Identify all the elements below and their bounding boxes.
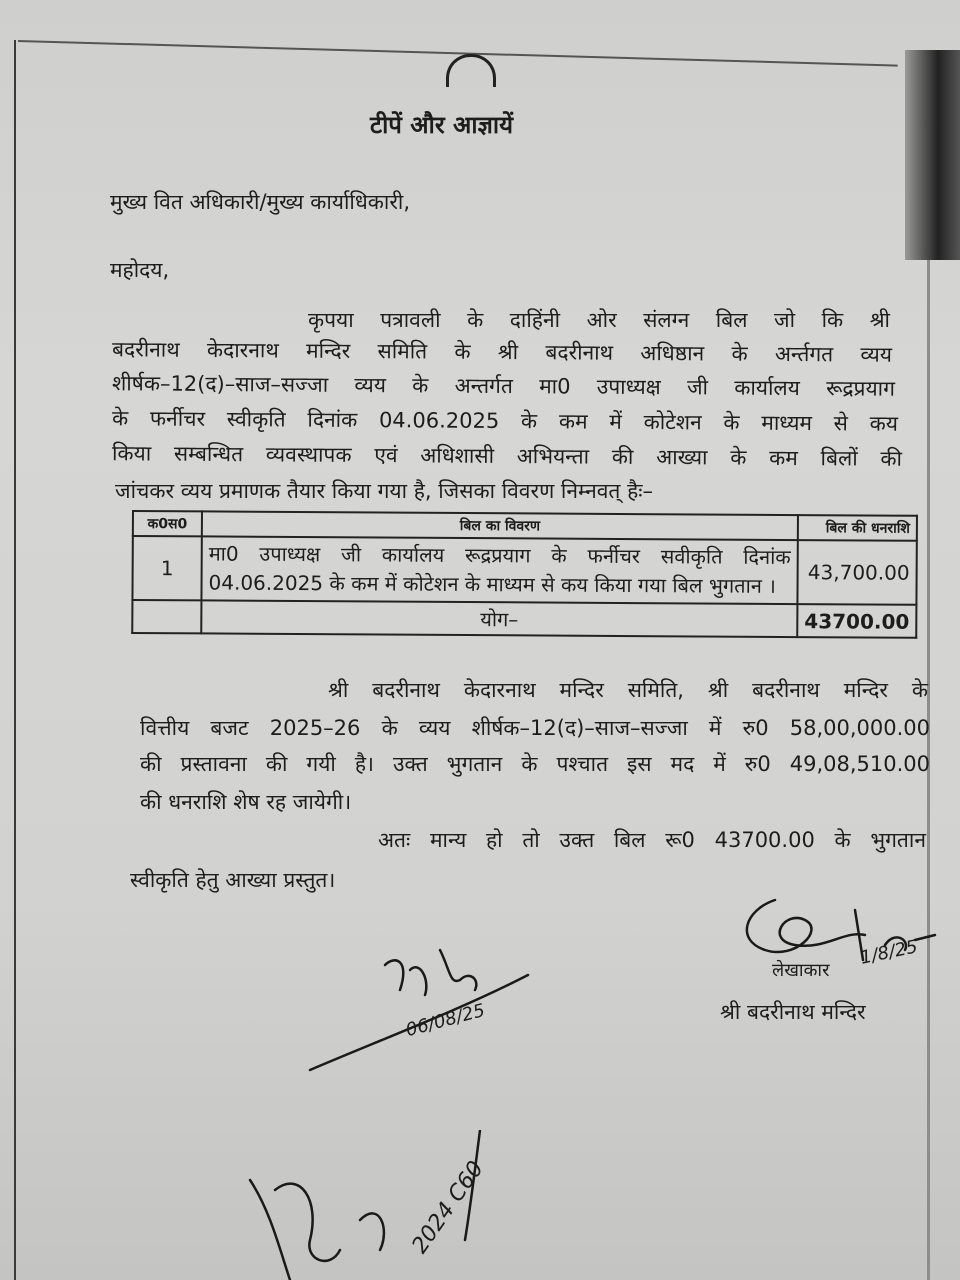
header-amount: बिल की धनराशि bbox=[798, 515, 917, 541]
para2-line: की प्रस्तावना की गयी है। उक्त भुगतान के पश्चात इस मद में रु0 49,08,510.00 bbox=[140, 752, 930, 776]
signatory-designation: लेखाकार bbox=[772, 960, 830, 981]
para1-line: जांचकर व्यय प्रमाणक तैयार किया गया है, जिसका विवरण निम्नवत् हैः– bbox=[115, 479, 653, 503]
para2-line: वित्तीय बजट 2025–26 के व्यय शीर्षक–12(द)–साज–सज्जा में रु0 58,00,000.00 bbox=[140, 716, 930, 740]
para1-line: किया सम्बन्धित व्यवस्थापक एवं अधिशासी अभियन्ता की आख्या के कम बिलों की bbox=[111, 441, 903, 471]
total-label: योग– bbox=[201, 600, 797, 637]
cell-empty bbox=[132, 600, 201, 633]
cell-description: मा0 उपाध्यक्ष जी कार्यालय रूद्रप्रयाग के फर्नीचर सवीकृति दिनांक 04.06.2025 के कम में कोटेशन के माध्यम से कय किया गया बिल भुगतान । bbox=[201, 536, 797, 604]
middle-signature bbox=[300, 930, 540, 1080]
para1-line: कृपया पत्रावली के दाहिंनी ओर संलग्न बिल जो कि श्री bbox=[308, 308, 890, 332]
bottom-signature-text: 2024 C60 bbox=[407, 1156, 489, 1259]
addressee: मुख्य वित अधिकारी/मुख्य कार्याधिकारी, bbox=[110, 190, 411, 214]
bill-table bbox=[131, 510, 918, 639]
binder-shadow bbox=[905, 50, 960, 260]
signatory-office: श्री बदरीनाथ मन्दिर bbox=[720, 1000, 866, 1024]
table-total-row bbox=[132, 600, 916, 638]
total-amount: 43700.00 bbox=[797, 604, 916, 638]
signatory-sign-date: 1/8/25 bbox=[858, 936, 920, 969]
middle-signature-date: 06/08/25 bbox=[403, 999, 488, 1042]
bottom-signature bbox=[230, 1130, 510, 1280]
cell-amount: 43,700.00 bbox=[797, 540, 916, 605]
para3-line: स्वीकृति हेतु आख्या प्रस्तुत। bbox=[130, 868, 336, 892]
para1-line: के फर्नीचर स्वीकृति दिनांक 04.06.2025 के कम में कोटेशन के माध्यम से कय bbox=[111, 406, 899, 436]
paper-left-edge bbox=[14, 40, 16, 1280]
para1-line: शीर्षक–12(द)–साज–सज्जा व्यय के अन्तर्गत मा0 उपाध्यक्ष जी कार्यालय रूद्रप्रयाग bbox=[111, 371, 896, 401]
para2-line: श्री बदरीनाथ केदारनाथ मन्दिर समिति, श्री बदरीनाथ मन्दिर के bbox=[328, 678, 928, 702]
header-description: बिल का विवरण bbox=[202, 511, 798, 540]
table-row bbox=[132, 536, 916, 605]
para2-line: की धनराशि शेष रह जायेगी। bbox=[140, 790, 352, 814]
header-sno: क0स0 bbox=[133, 511, 202, 536]
para1-line: बदरीनाथ केदारनाथ मन्दिर समिति के श्री बदरीनाथ अधिष्ठान के अर्न्तगत व्यय bbox=[111, 337, 893, 367]
cell-sno: 1 bbox=[132, 536, 201, 600]
page-title: टीपें और आज्ञायें bbox=[370, 111, 514, 139]
accountant-signature bbox=[735, 890, 945, 980]
para3-line: अतः मान्य हो तो उक्त बिल रू0 43700.00 के भुगतान bbox=[378, 828, 926, 852]
salutation: महोदय, bbox=[110, 258, 170, 282]
page-number-mark bbox=[446, 54, 496, 87]
